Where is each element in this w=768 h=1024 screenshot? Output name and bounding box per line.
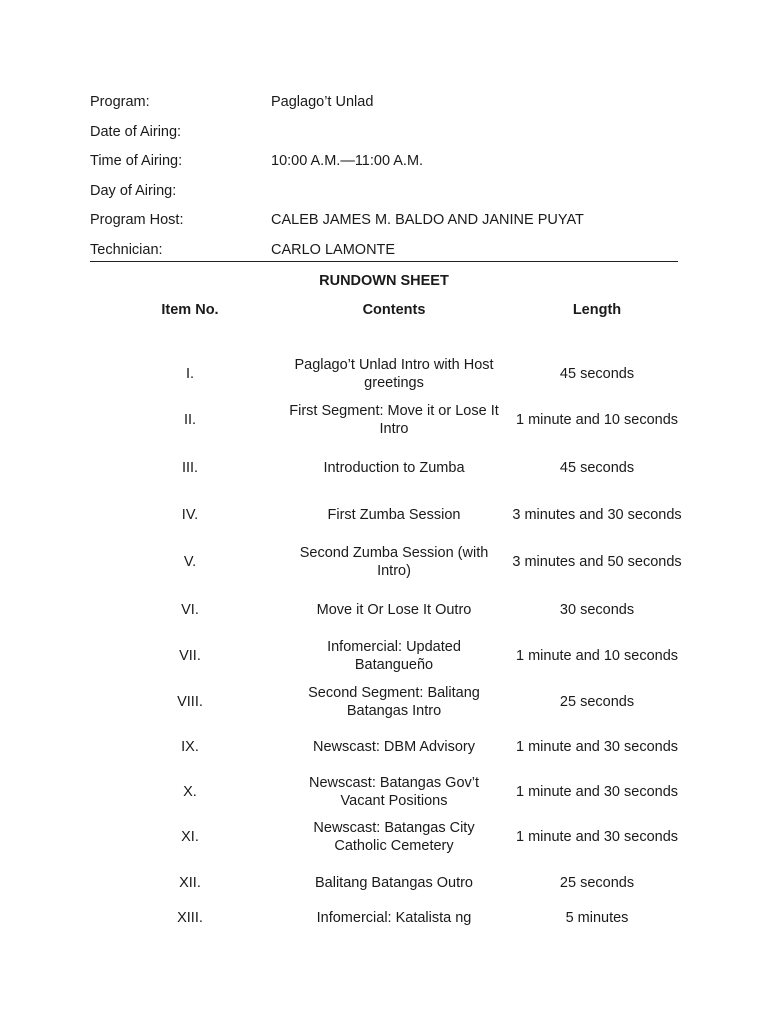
row-7-item-no: VII. [179, 647, 201, 664]
row-6-length: 30 seconds [559, 601, 635, 618]
program-row [90, 88, 678, 118]
row-10-length: 1 minute and 30 seconds [515, 783, 679, 800]
row-5-contents: Second Zumba Session (with Intro) [299, 544, 489, 579]
column-header-item-no: Item No. [161, 302, 219, 318]
host-label: Program Host: [90, 212, 184, 229]
row-4-length: 3 minutes and 30 seconds [512, 506, 682, 523]
row-6-item-no: VI. [181, 601, 199, 618]
row-8-item-no: VIII. [177, 693, 203, 710]
row-4-item-no: IV. [181, 506, 199, 523]
row-13-contents: Infomercial: Katalista ng [316, 909, 472, 926]
date-label: Date of Airing: [90, 123, 182, 140]
row-9-contents: Newscast: DBM Advisory [313, 738, 475, 755]
technician-label: Technician: [90, 241, 163, 258]
row-3-length: 45 seconds [559, 459, 635, 476]
program-label: Program: [90, 94, 150, 110]
row-13-length: 5 minutes [565, 909, 629, 926]
row-2-length: 1 minute and 10 seconds [515, 411, 679, 428]
date-row [90, 118, 678, 148]
time-row [90, 147, 678, 177]
row-12-length: 25 seconds [559, 874, 635, 891]
column-header-length: Length [572, 302, 622, 318]
row-8-length: 25 seconds [559, 693, 635, 710]
row-11-length: 1 minute and 30 seconds [515, 828, 679, 845]
time-label: Time of Airing: [90, 153, 183, 170]
row-1-length: 45 seconds [559, 365, 635, 382]
row-9-item-no: IX. [181, 738, 199, 755]
row-5-item-no: V. [183, 553, 197, 570]
day-row [90, 177, 678, 207]
column-header-contents: Contents [362, 302, 426, 318]
host-row [90, 206, 678, 236]
program-info [90, 88, 678, 266]
row-1-contents: Paglago’t Unlad Intro with Host greetings [294, 356, 494, 391]
row-5-length: 3 minutes and 50 seconds [512, 553, 682, 570]
row-12-contents: Balitang Batangas Outro [315, 874, 473, 891]
row-7-contents: Infomercial: Updated Batangueño [327, 638, 461, 673]
row-1-item-no: I. [185, 365, 195, 382]
day-label: Day of Airing: [90, 182, 177, 199]
row-10-contents: Newscast: Batangas Gov’t Vacant Positions [308, 774, 480, 809]
header-divider [90, 261, 678, 262]
rundown-title [0, 273, 768, 289]
row-10-item-no: X. [183, 783, 197, 800]
time-value: 10:00 A.M.—11:00 A.M. [271, 153, 424, 170]
rundown-title-text: RUNDOWN SHEET [319, 273, 449, 289]
row-6-contents: Move it Or Lose It Outro [316, 601, 472, 618]
row-3-contents: Introduction to Zumba [323, 459, 465, 476]
row-12-item-no: XII. [179, 874, 201, 891]
row-3-item-no: III. [181, 459, 199, 476]
row-4-contents: First Zumba Session [327, 506, 461, 523]
technician-value: CARLO LAMONTE [271, 241, 396, 258]
program-value: Paglago’t Unlad [271, 94, 374, 110]
row-11-contents: Newscast: Batangas City Catholic Cemetery [313, 819, 475, 854]
host-value: CALEB JAMES M. BALDO AND JANINE PUYAT [271, 212, 584, 229]
row-2-contents: First Segment: Move it or Lose It Intro [289, 402, 499, 437]
row-13-item-no: XIII. [177, 909, 203, 926]
row-8-contents: Second Segment: Balitang Batangas Intro [308, 684, 480, 719]
row-2-item-no: II. [183, 411, 197, 428]
row-11-item-no: XI. [181, 828, 199, 845]
row-9-length: 1 minute and 30 seconds [515, 738, 679, 755]
row-7-length: 1 minute and 10 seconds [515, 647, 679, 664]
